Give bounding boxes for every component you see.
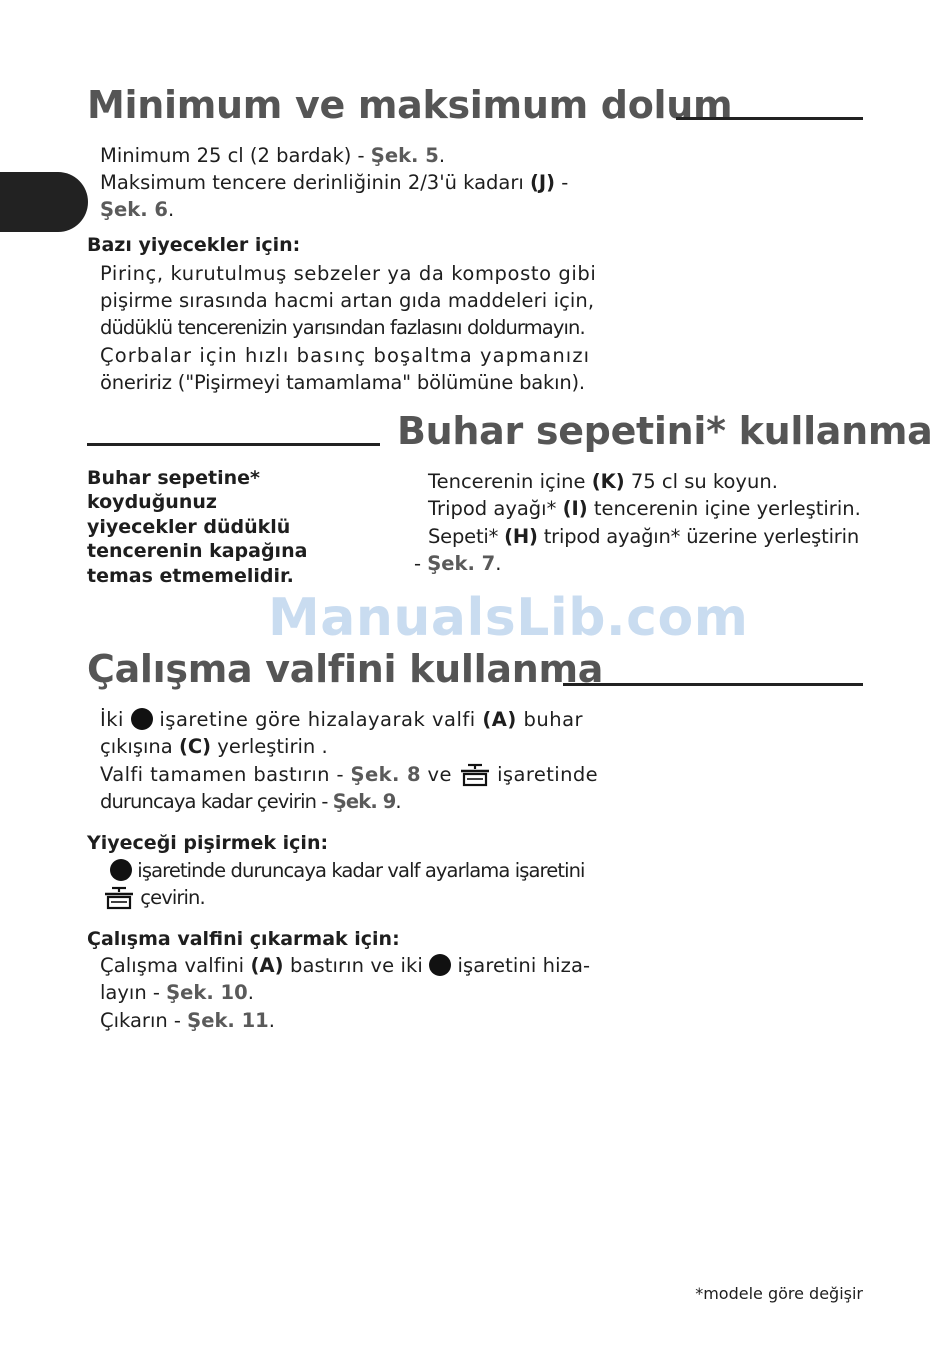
heading-operating-valve: Çalışma valfini kullanma: [87, 647, 604, 691]
cook-line-2: çevirin.: [103, 884, 205, 917]
valve-line-2: çıkışına (C) yerleştirin .: [100, 735, 328, 758]
remove-line-1: Çalışma valfini (A) bastırın ve iki işaretini hiza-: [100, 954, 591, 977]
subheading-cook-food: Yiyeceği pişirmek için:: [87, 832, 329, 854]
foods-line-2: pişirme sırasında hacmi artan gıda maddeleri için,: [100, 289, 595, 312]
basket-line-3: Sepeti* (H) tripod ayağın* üzerine yerleştirin: [428, 525, 859, 548]
figure-ref: Şek. 9: [332, 790, 396, 813]
pressure-cooker-icon: [103, 886, 135, 917]
valve-line-3: Valfi tamamen bastırın - Şek. 8 ve işaretinde: [100, 761, 598, 794]
figure-ref: Şek. 5: [370, 144, 439, 167]
pressure-cooker-icon: [459, 763, 491, 794]
basket-line-4: - Şek. 7.: [414, 552, 502, 575]
figure-ref: Şek. 8: [350, 763, 421, 786]
subheading-remove-valve: Çalışma valfini çıkarmak için:: [87, 928, 400, 950]
heading-min-max-fill: Minimum ve maksimum dolum: [87, 83, 733, 127]
heading-rule: [87, 443, 380, 446]
page-edge-tab: [0, 172, 88, 232]
fill-line-1: Minimum 25 cl (2 bardak) - Şek. 5.: [100, 144, 446, 167]
figure-ref: Şek. 10: [166, 981, 248, 1004]
valve-line-4: duruncaya kadar çevirin - Şek. 9.: [100, 790, 401, 813]
subheading-some-foods: Bazı yiyecekler için:: [87, 234, 301, 256]
footnote: *modele göre değişir: [695, 1284, 863, 1303]
steam-basket-note: Buhar sepetine* koyduğunuz yiyecekler düdüklü tencerenin kapağına temas etmemelidir.: [87, 467, 308, 587]
foods-line-5: öneririz ("Pişirmeyi tamamlama" bölümüne bakın).: [100, 371, 585, 394]
fill-line-2: Maksimum tencere derinliğinin 2/3'ü kadarı (J) -: [100, 171, 569, 194]
remove-line-2: layın - Şek. 10.: [100, 981, 254, 1004]
remove-line-3: Çıkarın - Şek. 11.: [100, 1009, 275, 1032]
heading-rule: [676, 117, 863, 120]
heading-rule: [563, 683, 863, 686]
filled-circle-icon: [110, 859, 132, 881]
watermark: ManualsLib.com: [268, 588, 749, 648]
foods-line-3: düdüklü tencerenizin yarısından fazlasını doldurmayın.: [100, 316, 585, 339]
figure-ref: Şek. 7: [427, 552, 496, 575]
foods-line-4: Çorbalar için hızlı basınç boşaltma yapmanızı: [100, 344, 591, 367]
basket-line-1: Tencerenin içine (K) 75 cl su koyun.: [428, 470, 778, 493]
filled-circle-icon: [131, 708, 153, 730]
basket-line-2: Tripod ayağı* (I) tencerenin içine yerleştirin.: [428, 497, 861, 520]
figure-ref: Şek. 6: [100, 198, 169, 221]
cook-line-1: işaretinde duruncaya kadar valf ayarlama işaretini: [110, 857, 585, 884]
fill-line-3: Şek. 6.: [100, 198, 175, 221]
valve-line-1: İki işaretine göre hizalayarak valfi (A) buhar: [100, 708, 584, 731]
heading-steam-basket: Buhar sepetini* kullanma: [397, 409, 933, 453]
filled-circle-icon: [429, 954, 451, 976]
foods-line-1: Pirinç, kurutulmuş sebzeler ya da komposto gibi: [100, 262, 597, 285]
figure-ref: Şek. 11: [187, 1009, 269, 1032]
